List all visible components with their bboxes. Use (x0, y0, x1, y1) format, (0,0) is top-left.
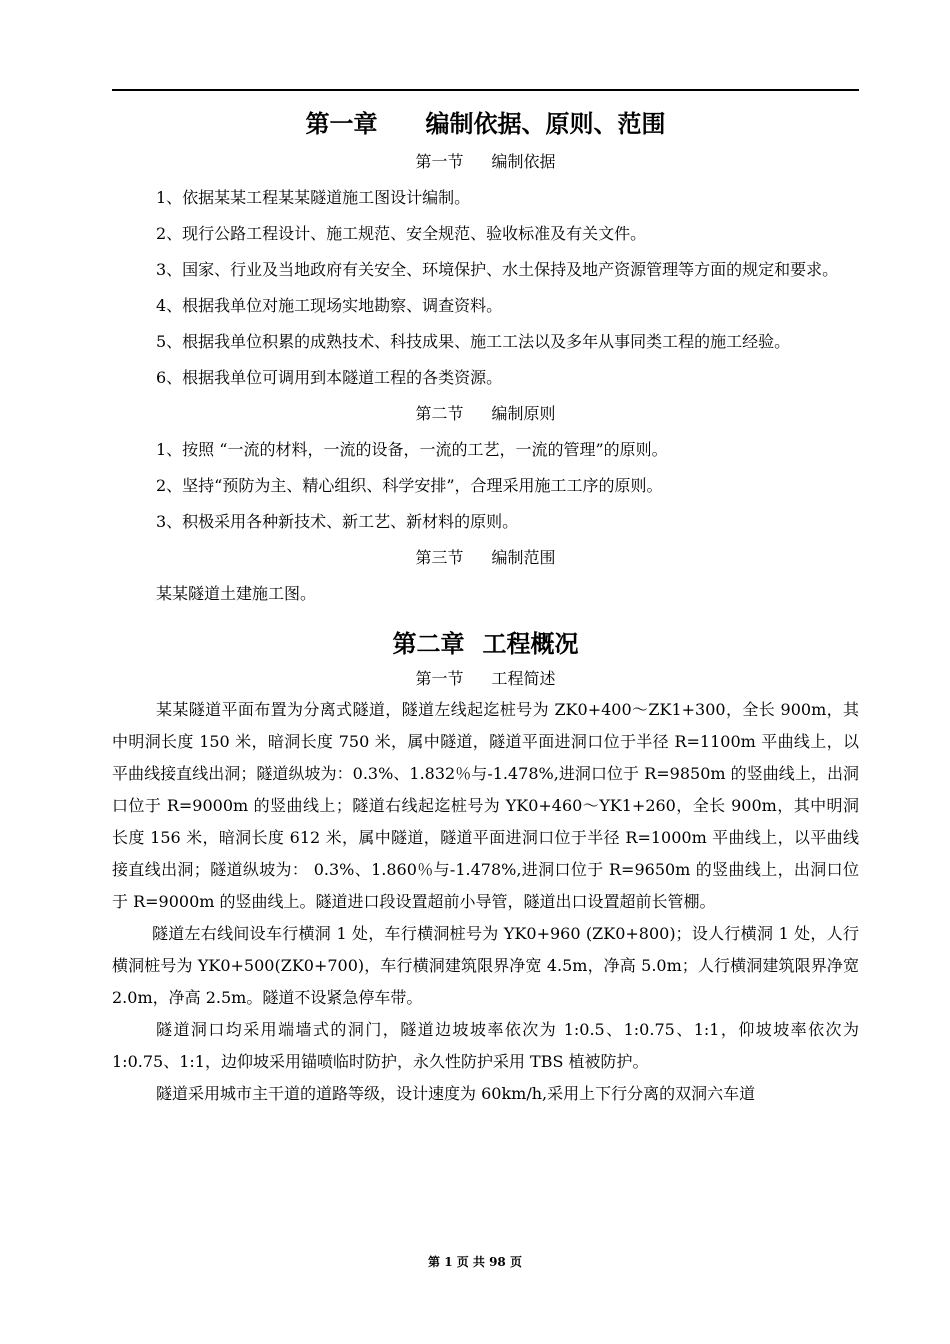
scope-text: 某某隧道土建施工图。 (156, 584, 317, 603)
principle-item-3: 3、积极采用各种新技术、新工艺、新材料的原则。 (156, 512, 519, 531)
section-1-3-title: 第三节 编制范围 (415, 548, 556, 567)
chapter-2-title: 第二章 工程概况 (392, 630, 579, 658)
basis-item-4: 4、根据我单位对施工现场实地勘察、调查资料。 (156, 296, 503, 315)
chapter-2-body (112, 664, 859, 1110)
overview-paragraph-3: 隧道洞口均采用端墙式的洞门，隧道边坡坡率依次为 1:0.5、1:0.75、1:1，仰坡坡率依次为 1:0.75、1:1，边仰坡采用锚喷临时防护，永久性防护采用 TBS 植被防护。 (112, 1020, 859, 1071)
page-footer: 第 1 页 共 98 页 (428, 1255, 522, 1269)
section-1-2-title: 第二节 编制原则 (415, 404, 556, 423)
overview-paragraph-1: 某某隧道平面布置为分离式隧道，隧道左线起迄桩号为 ZK0+400～ZK1+300，全长 900m，其中明洞长度 150 米，暗洞长度 750 米，属中隧道，隧道平面进洞口位于半径 R=1100m 平曲线上，以平曲线接直线出洞；隧道纵坡为：0.3%、1.832％与-1.478%,进洞口位于 R=9850m 的竖曲线上，出洞口位于 R=9000m 的竖曲线上；隧道右线起迄桩号为 YK0+460～YK1+260，全长 900m，其中明洞长度 156 米，暗洞长度 612 米，属中隧道，隧道平面进洞口位于半径 R=1000m 平曲线上，以平曲线接直线出洞；隧道纵坡为： 0.3%、1.860％与-1.478%,进洞口位于 R=9650m 的竖曲线上，出洞口位于 R=9000m 的竖曲线上。隧道进口段设置超前小导管，隧道出口设置超前长管棚。 (112, 700, 859, 911)
section-1-1-title: 第一节 编制依据 (415, 152, 556, 171)
basis-item-2: 2、现行公路工程设计、施工规范、安全规范、验收标准及有关文件。 (156, 224, 647, 243)
basis-item-6: 6、根据我单位可调用到本隧道工程的各类资源。 (156, 368, 503, 387)
basis-item-1: 1、依据某某工程某某隧道施工图设计编制。 (156, 188, 471, 207)
basis-item-5: 5、根据我单位积累的成熟技术、科技成果、施工工法以及多年从事同类工程的施工经验。 (156, 332, 791, 351)
principle-item-2: 2、坚持“预防为主、精心组织、科学安排”，合理采用施工工序的原则。 (156, 476, 663, 495)
overview-paragraph-4: 隧道采用城市主干道的道路等级，设计速度为 60km/h,采用上下行分离的双洞六车道 (156, 1084, 756, 1103)
document-page (112, 104, 859, 1110)
section-2-1-title: 第一节 工程简述 (415, 669, 556, 688)
chapter-1-title: 第一章 编制依据、原则、范围 (305, 110, 666, 138)
principle-item-1: 1、按照 “一流的材料，一流的设备，一流的工艺，一流的管理”的原则。 (156, 440, 668, 459)
header-rule (112, 89, 859, 91)
basis-item-3: 3、国家、行业及当地政府有关安全、环境保护、水土保持及地产资源管理等方面的规定和要求。 (156, 260, 839, 279)
overview-paragraph-2: 隧道左右线间设车行横洞 1 处，车行横洞桩号为 YK0+960 (ZK0+800)；设人行横洞 1 处，人行横洞桩号为 YK0+500(ZK0+700)，车行横洞建筑限界净宽 4.5m，净高 5.0m；人行横洞建筑限界净宽 2.0m，净高 2.5m。隧道不设紧急停车带。 (112, 924, 859, 1007)
